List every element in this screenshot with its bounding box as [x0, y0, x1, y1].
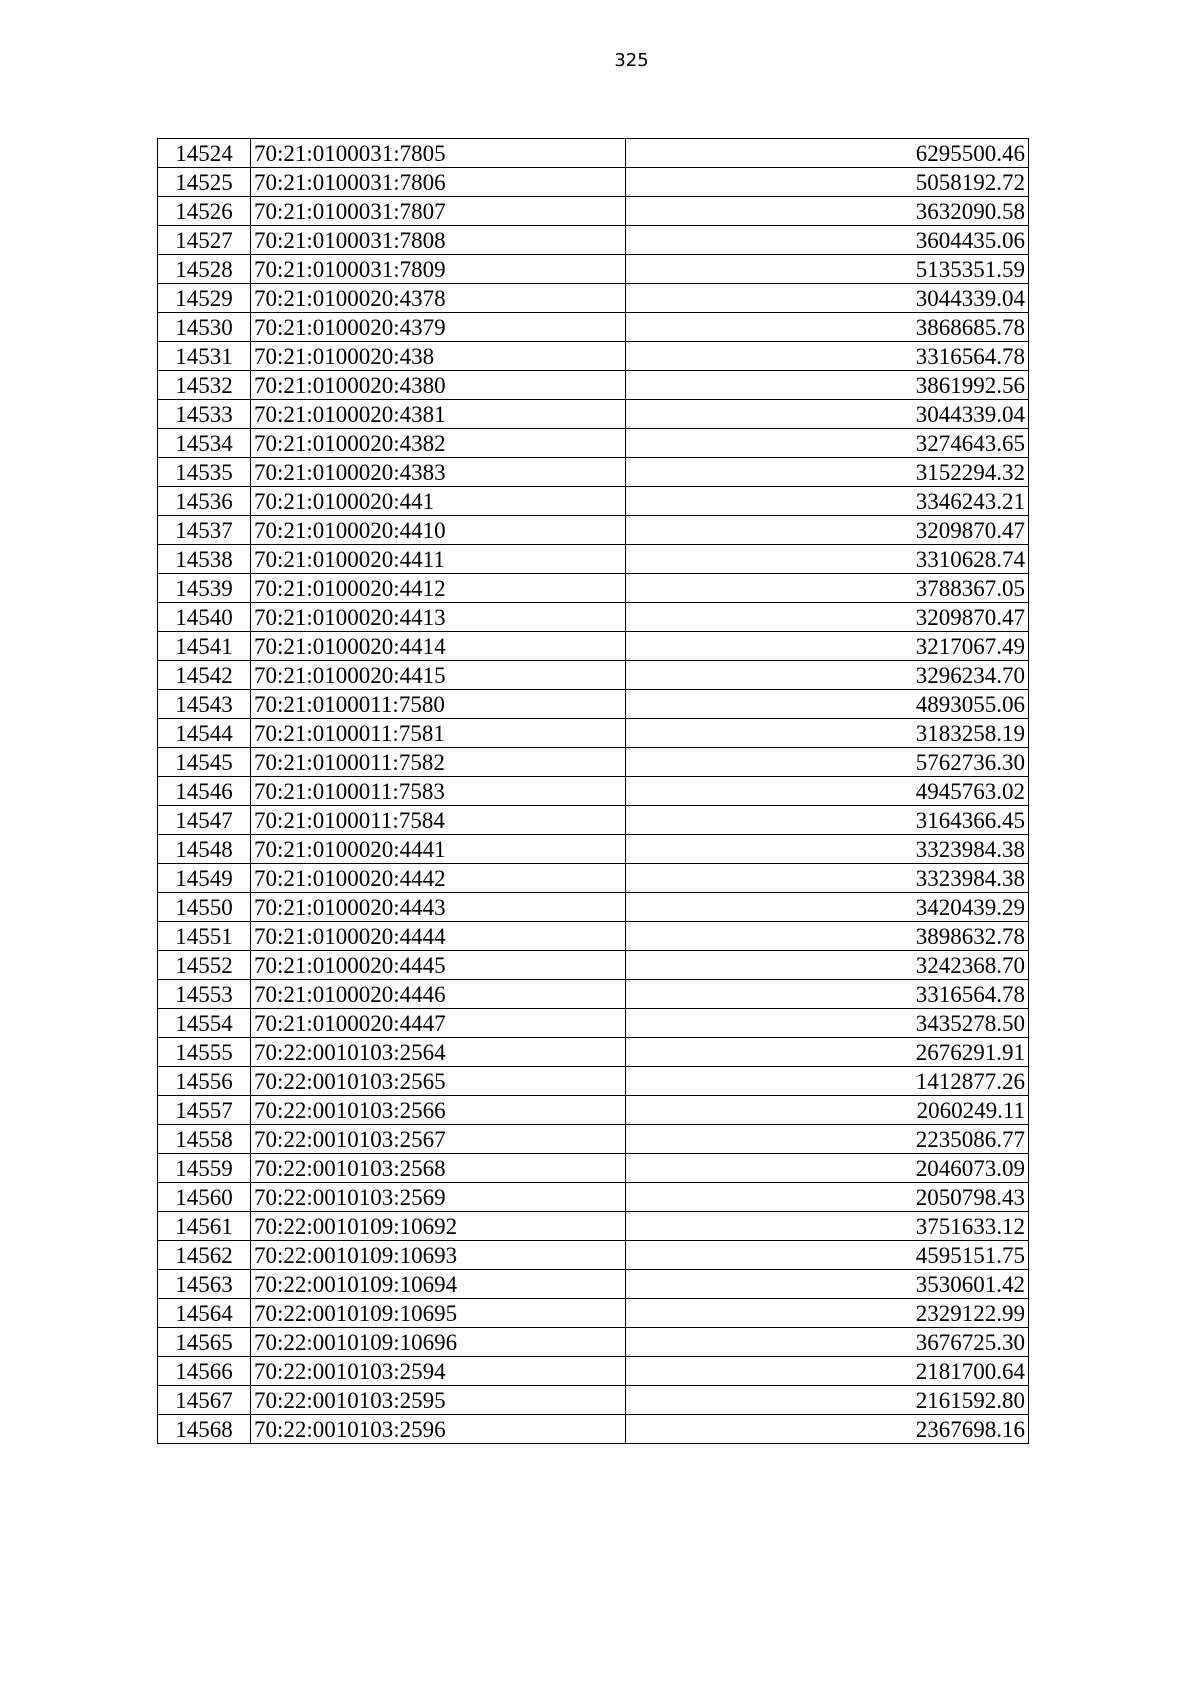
cadastral-value-cell: 1412877.26	[626, 1067, 1029, 1096]
cadastral-number-cell: 70:21:0100020:4413	[251, 603, 626, 632]
row-number-cell: 14552	[158, 951, 251, 980]
cadastral-value-cell: 3316564.78	[626, 980, 1029, 1009]
cadastral-value-cell: 3323984.38	[626, 864, 1029, 893]
cadastral-number-cell: 70:21:0100031:7808	[251, 226, 626, 255]
table-row	[158, 545, 1029, 574]
table-row	[158, 1038, 1029, 1067]
cadastral-value-cell: 5135351.59	[626, 255, 1029, 284]
cadastral-value-table	[157, 138, 1029, 1444]
cadastral-number-cell: 70:21:0100020:4378	[251, 284, 626, 313]
cadastral-number-cell: 70:21:0100020:4443	[251, 893, 626, 922]
table-row	[158, 1357, 1029, 1386]
cadastral-value-cell: 3676725.30	[626, 1328, 1029, 1357]
table-row	[158, 1183, 1029, 1212]
table-row	[158, 574, 1029, 603]
row-number-cell: 14543	[158, 690, 251, 719]
row-number-cell: 14537	[158, 516, 251, 545]
cadastral-number-cell: 70:21:0100020:4414	[251, 632, 626, 661]
row-number-cell: 14559	[158, 1154, 251, 1183]
table-row	[158, 1415, 1029, 1444]
table-row	[158, 1154, 1029, 1183]
row-number-cell: 14568	[158, 1415, 251, 1444]
row-number-cell: 14541	[158, 632, 251, 661]
cadastral-value-cell: 2329122.99	[626, 1299, 1029, 1328]
cadastral-number-cell: 70:22:0010103:2566	[251, 1096, 626, 1125]
row-number-cell: 14553	[158, 980, 251, 1009]
cadastral-value-cell: 3274643.65	[626, 429, 1029, 458]
cadastral-number-cell: 70:22:0010109:10693	[251, 1241, 626, 1270]
table-row	[158, 777, 1029, 806]
cadastral-number-cell: 70:22:0010103:2568	[251, 1154, 626, 1183]
row-number-cell: 14525	[158, 168, 251, 197]
cadastral-value-cell: 3044339.04	[626, 284, 1029, 313]
cadastral-value-cell: 3788367.05	[626, 574, 1029, 603]
table-row	[158, 1212, 1029, 1241]
cadastral-number-cell: 70:21:0100020:4415	[251, 661, 626, 690]
cadastral-value-cell: 3316564.78	[626, 342, 1029, 371]
table-row	[158, 400, 1029, 429]
row-number-cell: 14566	[158, 1357, 251, 1386]
cadastral-number-cell: 70:21:0100020:4441	[251, 835, 626, 864]
table-row	[158, 226, 1029, 255]
table-row	[158, 1067, 1029, 1096]
cadastral-number-cell: 70:22:0010109:10696	[251, 1328, 626, 1357]
cadastral-number-cell: 70:21:0100011:7580	[251, 690, 626, 719]
cadastral-number-cell: 70:21:0100031:7809	[251, 255, 626, 284]
cadastral-number-cell: 70:22:0010103:2565	[251, 1067, 626, 1096]
row-number-cell: 14551	[158, 922, 251, 951]
table-row	[158, 139, 1029, 168]
row-number-cell: 14562	[158, 1241, 251, 1270]
table-row	[158, 632, 1029, 661]
row-number-cell: 14546	[158, 777, 251, 806]
cadastral-number-cell: 70:21:0100011:7583	[251, 777, 626, 806]
cadastral-number-cell: 70:21:0100020:4383	[251, 458, 626, 487]
cadastral-number-cell: 70:21:0100020:438	[251, 342, 626, 371]
row-number-cell: 14554	[158, 1009, 251, 1038]
cadastral-value-cell: 3242368.70	[626, 951, 1029, 980]
row-number-cell: 14529	[158, 284, 251, 313]
cadastral-number-cell: 70:21:0100020:4410	[251, 516, 626, 545]
table-row	[158, 371, 1029, 400]
row-number-cell: 14557	[158, 1096, 251, 1125]
cadastral-number-cell: 70:21:0100011:7582	[251, 748, 626, 777]
cadastral-number-cell: 70:21:0100011:7584	[251, 806, 626, 835]
row-number-cell: 14556	[158, 1067, 251, 1096]
cadastral-value-cell: 2181700.64	[626, 1357, 1029, 1386]
cadastral-value-cell: 2161592.80	[626, 1386, 1029, 1415]
cadastral-value-cell: 4945763.02	[626, 777, 1029, 806]
cadastral-value-cell: 3420439.29	[626, 893, 1029, 922]
table-row	[158, 893, 1029, 922]
cadastral-value-cell: 3861992.56	[626, 371, 1029, 400]
row-number-cell: 14544	[158, 719, 251, 748]
cadastral-number-cell: 70:21:0100020:4382	[251, 429, 626, 458]
cadastral-number-cell: 70:21:0100020:4445	[251, 951, 626, 980]
cadastral-number-cell: 70:21:0100031:7807	[251, 197, 626, 226]
table-row	[158, 835, 1029, 864]
row-number-cell: 14535	[158, 458, 251, 487]
row-number-cell: 14536	[158, 487, 251, 516]
cadastral-number-cell: 70:21:0100020:4412	[251, 574, 626, 603]
cadastral-value-cell: 2676291.91	[626, 1038, 1029, 1067]
table-row	[158, 719, 1029, 748]
row-number-cell: 14526	[158, 197, 251, 226]
row-number-cell: 14538	[158, 545, 251, 574]
cadastral-value-cell: 3530601.42	[626, 1270, 1029, 1299]
table-row	[158, 922, 1029, 951]
table-row	[158, 487, 1029, 516]
table-row	[158, 864, 1029, 893]
cadastral-value-cell: 2367698.16	[626, 1415, 1029, 1444]
cadastral-value-cell: 3152294.32	[626, 458, 1029, 487]
cadastral-number-cell: 70:21:0100020:4446	[251, 980, 626, 1009]
cadastral-value-cell: 3044339.04	[626, 400, 1029, 429]
cadastral-value-cell: 3183258.19	[626, 719, 1029, 748]
cadastral-value-cell: 2235086.77	[626, 1125, 1029, 1154]
table-row	[158, 284, 1029, 313]
row-number-cell: 14564	[158, 1299, 251, 1328]
cadastral-number-cell: 70:22:0010103:2569	[251, 1183, 626, 1212]
row-number-cell: 14532	[158, 371, 251, 400]
table-row	[158, 1125, 1029, 1154]
cadastral-number-cell: 70:21:0100020:4381	[251, 400, 626, 429]
cadastral-number-cell: 70:21:0100011:7581	[251, 719, 626, 748]
row-number-cell: 14547	[158, 806, 251, 835]
row-number-cell: 14524	[158, 139, 251, 168]
cadastral-value-cell: 3632090.58	[626, 197, 1029, 226]
cadastral-value-cell: 3346243.21	[626, 487, 1029, 516]
row-number-cell: 14531	[158, 342, 251, 371]
cadastral-number-cell: 70:21:0100031:7805	[251, 139, 626, 168]
cadastral-number-cell: 70:22:0010109:10694	[251, 1270, 626, 1299]
cadastral-value-cell: 3898632.78	[626, 922, 1029, 951]
cadastral-number-cell: 70:22:0010103:2596	[251, 1415, 626, 1444]
cadastral-value-cell: 3164366.45	[626, 806, 1029, 835]
cadastral-number-cell: 70:21:0100020:4444	[251, 922, 626, 951]
cadastral-value-cell: 3209870.47	[626, 603, 1029, 632]
row-number-cell: 14539	[158, 574, 251, 603]
cadastral-number-cell: 70:21:0100031:7806	[251, 168, 626, 197]
cadastral-value-cell: 5058192.72	[626, 168, 1029, 197]
table-row	[158, 661, 1029, 690]
table-row	[158, 197, 1029, 226]
cadastral-value-cell: 3323984.38	[626, 835, 1029, 864]
cadastral-value-cell: 3751633.12	[626, 1212, 1029, 1241]
table-row	[158, 255, 1029, 284]
cadastral-value-cell: 3209870.47	[626, 516, 1029, 545]
cadastral-value-cell: 3296234.70	[626, 661, 1029, 690]
cadastral-value-cell: 3310628.74	[626, 545, 1029, 574]
row-number-cell: 14545	[158, 748, 251, 777]
table-row	[158, 458, 1029, 487]
cadastral-number-cell: 70:22:0010103:2595	[251, 1386, 626, 1415]
table-row	[158, 690, 1029, 719]
cadastral-number-cell: 70:21:0100020:4379	[251, 313, 626, 342]
table-row	[158, 342, 1029, 371]
row-number-cell: 14567	[158, 1386, 251, 1415]
row-number-cell: 14558	[158, 1125, 251, 1154]
cadastral-number-cell: 70:21:0100020:4380	[251, 371, 626, 400]
cadastral-value-cell: 3868685.78	[626, 313, 1029, 342]
cadastral-number-cell: 70:22:0010103:2564	[251, 1038, 626, 1067]
row-number-cell: 14528	[158, 255, 251, 284]
row-number-cell: 14527	[158, 226, 251, 255]
row-number-cell: 14550	[158, 893, 251, 922]
row-number-cell: 14555	[158, 1038, 251, 1067]
table-row	[158, 1096, 1029, 1125]
cadastral-value-cell: 3217067.49	[626, 632, 1029, 661]
table-row	[158, 1241, 1029, 1270]
cadastral-number-cell: 70:21:0100020:441	[251, 487, 626, 516]
cadastral-number-cell: 70:21:0100020:4447	[251, 1009, 626, 1038]
table-row	[158, 1299, 1029, 1328]
table-row	[158, 1328, 1029, 1357]
cadastral-value-cell: 4893055.06	[626, 690, 1029, 719]
row-number-cell: 14548	[158, 835, 251, 864]
row-number-cell: 14542	[158, 661, 251, 690]
table-row	[158, 168, 1029, 197]
row-number-cell: 14533	[158, 400, 251, 429]
table-row	[158, 429, 1029, 458]
cadastral-value-cell: 6295500.46	[626, 139, 1029, 168]
table-row	[158, 748, 1029, 777]
cadastral-value-cell: 2046073.09	[626, 1154, 1029, 1183]
row-number-cell: 14560	[158, 1183, 251, 1212]
row-number-cell: 14534	[158, 429, 251, 458]
cadastral-value-cell: 2060249.11	[626, 1096, 1029, 1125]
cadastral-value-cell: 5762736.30	[626, 748, 1029, 777]
cadastral-value-cell: 3604435.06	[626, 226, 1029, 255]
cadastral-number-cell: 70:21:0100020:4442	[251, 864, 626, 893]
table-row	[158, 980, 1029, 1009]
row-number-cell: 14530	[158, 313, 251, 342]
table-row	[158, 951, 1029, 980]
table-row	[158, 1270, 1029, 1299]
page-number: 325	[614, 50, 649, 71]
cadastral-number-cell: 70:21:0100020:4411	[251, 545, 626, 574]
row-number-cell: 14540	[158, 603, 251, 632]
table-row	[158, 603, 1029, 632]
row-number-cell: 14549	[158, 864, 251, 893]
cadastral-number-cell: 70:22:0010103:2567	[251, 1125, 626, 1154]
table-row	[158, 806, 1029, 835]
cadastral-value-cell: 3435278.50	[626, 1009, 1029, 1038]
cadastral-number-cell: 70:22:0010109:10692	[251, 1212, 626, 1241]
cadastral-value-cell: 2050798.43	[626, 1183, 1029, 1212]
table-body	[158, 139, 1029, 1444]
table-row	[158, 1009, 1029, 1038]
row-number-cell: 14565	[158, 1328, 251, 1357]
cadastral-number-cell: 70:22:0010109:10695	[251, 1299, 626, 1328]
table-row	[158, 313, 1029, 342]
table-row	[158, 1386, 1029, 1415]
cadastral-number-cell: 70:22:0010103:2594	[251, 1357, 626, 1386]
row-number-cell: 14563	[158, 1270, 251, 1299]
cadastral-value-cell: 4595151.75	[626, 1241, 1029, 1270]
table-row	[158, 516, 1029, 545]
row-number-cell: 14561	[158, 1212, 251, 1241]
